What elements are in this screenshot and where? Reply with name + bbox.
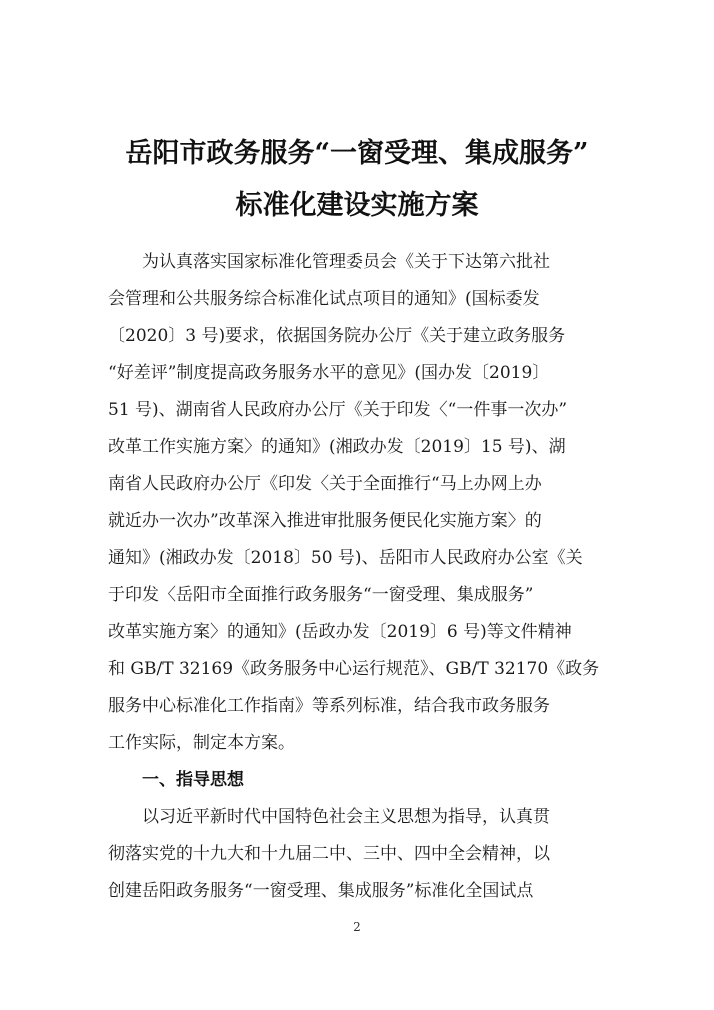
intro-line-5: 51 号)、湖南省人民政府办公厅《关于印发〈“一件事一次办” [108,400,568,420]
intro-line-4: “好差评”制度提高政务服务水平的意见》(国办发〔2019〕 [108,363,550,383]
intro-line-2: 会管理和公共服务综合标准化试点项目的通知》(国标委发 [108,289,540,309]
intro-line-1: 为认真落实国家标准化管理委员会《关于下达第六批社 [142,252,550,272]
intro-line-14: 工作实际，制定本方案。 [108,733,295,753]
document-body [108,244,608,910]
section1-line-3: 创建岳阳政务服务“一窗受理、集成服务”标准化全国试点 [108,881,534,901]
intro-line-10: 于印发〈岳阳市全面推行政务服务“一窗受理、集成服务” [108,585,534,605]
document-title [60,128,654,232]
intro-line-6: 改革工作实施方案〉的通知》(湘政办发〔2019〕15 号)、湖 [108,437,566,457]
page-number: 2 [353,920,361,934]
section-heading-guiding-ideology: 一、指导思想 [142,770,244,790]
intro-paragraph [108,244,608,762]
title-line-2: 标准化建设实施方案 [235,190,479,221]
section1-line-2: 彻落实党的十九大和十九届二中、三中、四中全会精神，以 [108,844,550,864]
intro-line-8: 就近办一次办”改革深入推进审批服务便民化实施方案〉的 [108,511,542,531]
section1-line-1: 以习近平新时代中国特色社会主义思想为指导，认真贯 [142,807,550,827]
intro-line-3: 〔2020〕3 号)要求，依据国务院办公厅《关于建立政务服务 [108,326,566,346]
intro-line-9: 通知》(湘政办发〔2018〕50 号)、岳阳市人民政府办公室《关 [108,548,583,568]
intro-line-11: 改革实施方案〉的通知》(岳政办发〔2019〕6 号)等文件精神 [108,622,572,642]
intro-line-13: 服务中心标准化工作指南》等系列标准，结合我市政务服务 [108,696,550,716]
intro-line-12: 和 GB/T 32169《政务服务中心运行规范》、GB/T 32170《政务 [108,659,600,679]
title-line-1: 岳阳市政务服务“一窗受理、集成服务” [125,138,589,169]
intro-line-7: 南省人民政府办公厅《印发〈关于全面推行“马上办网上办 [108,474,542,494]
section1-paragraph [108,799,608,910]
